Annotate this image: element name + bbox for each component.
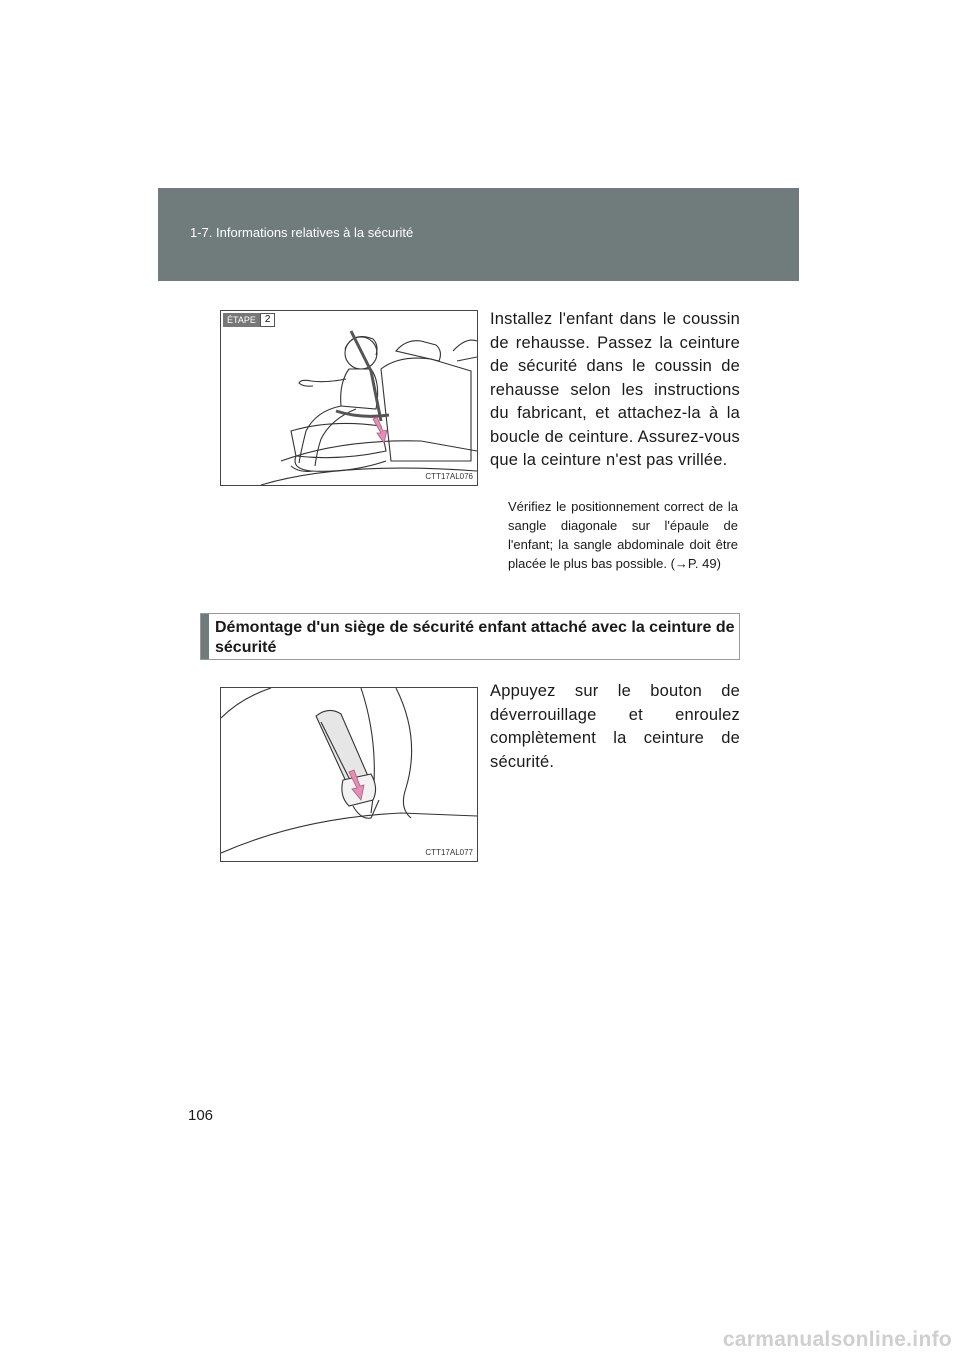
page-number: 106 — [188, 1107, 214, 1124]
step-label: ÉTAPE — [223, 313, 260, 327]
step-badge — [223, 313, 275, 327]
figure-code: CTT17AL076 — [425, 472, 473, 481]
booster-seat-illustration — [220, 310, 478, 486]
section-heading: Démontage d'un siège de sécurité enfant attaché avec la ceinture de sécurité — [215, 619, 735, 656]
step-instruction: Installez l'enfant dans le coussin de rehausse. Passez la ceinture de sécurité dans le coussin de rehausse selon les instructions du fabricant, et attachez-la à la boucle de ceinture. Assurez-vous que la ceinture n'est pas vrillée. — [490, 310, 740, 469]
belt-release-drawing — [221, 688, 477, 861]
release-instruction: Appuyez sur le bouton de déverrouillage et enroulez complètement la ceinture de sécurité. — [490, 682, 740, 771]
step-note: Vérifiez le positionnement correct de la sangle diagonale sur l'épaule de l'enfant; la sangle abdominale doit être placée le plus bas possible. (→P. 49) — [508, 499, 738, 571]
section-heading-box — [200, 613, 740, 660]
figure-code: CTT17AL077 — [425, 848, 473, 857]
section-heading-accent — [201, 614, 209, 659]
step-number: 2 — [260, 313, 276, 327]
chapter-header-title: 1-7. Informations relatives à la sécurité — [190, 225, 414, 240]
belt-release-illustration — [220, 687, 478, 862]
watermark: carmanualsonline.info — [722, 1328, 952, 1351]
booster-seat-drawing — [221, 311, 477, 485]
